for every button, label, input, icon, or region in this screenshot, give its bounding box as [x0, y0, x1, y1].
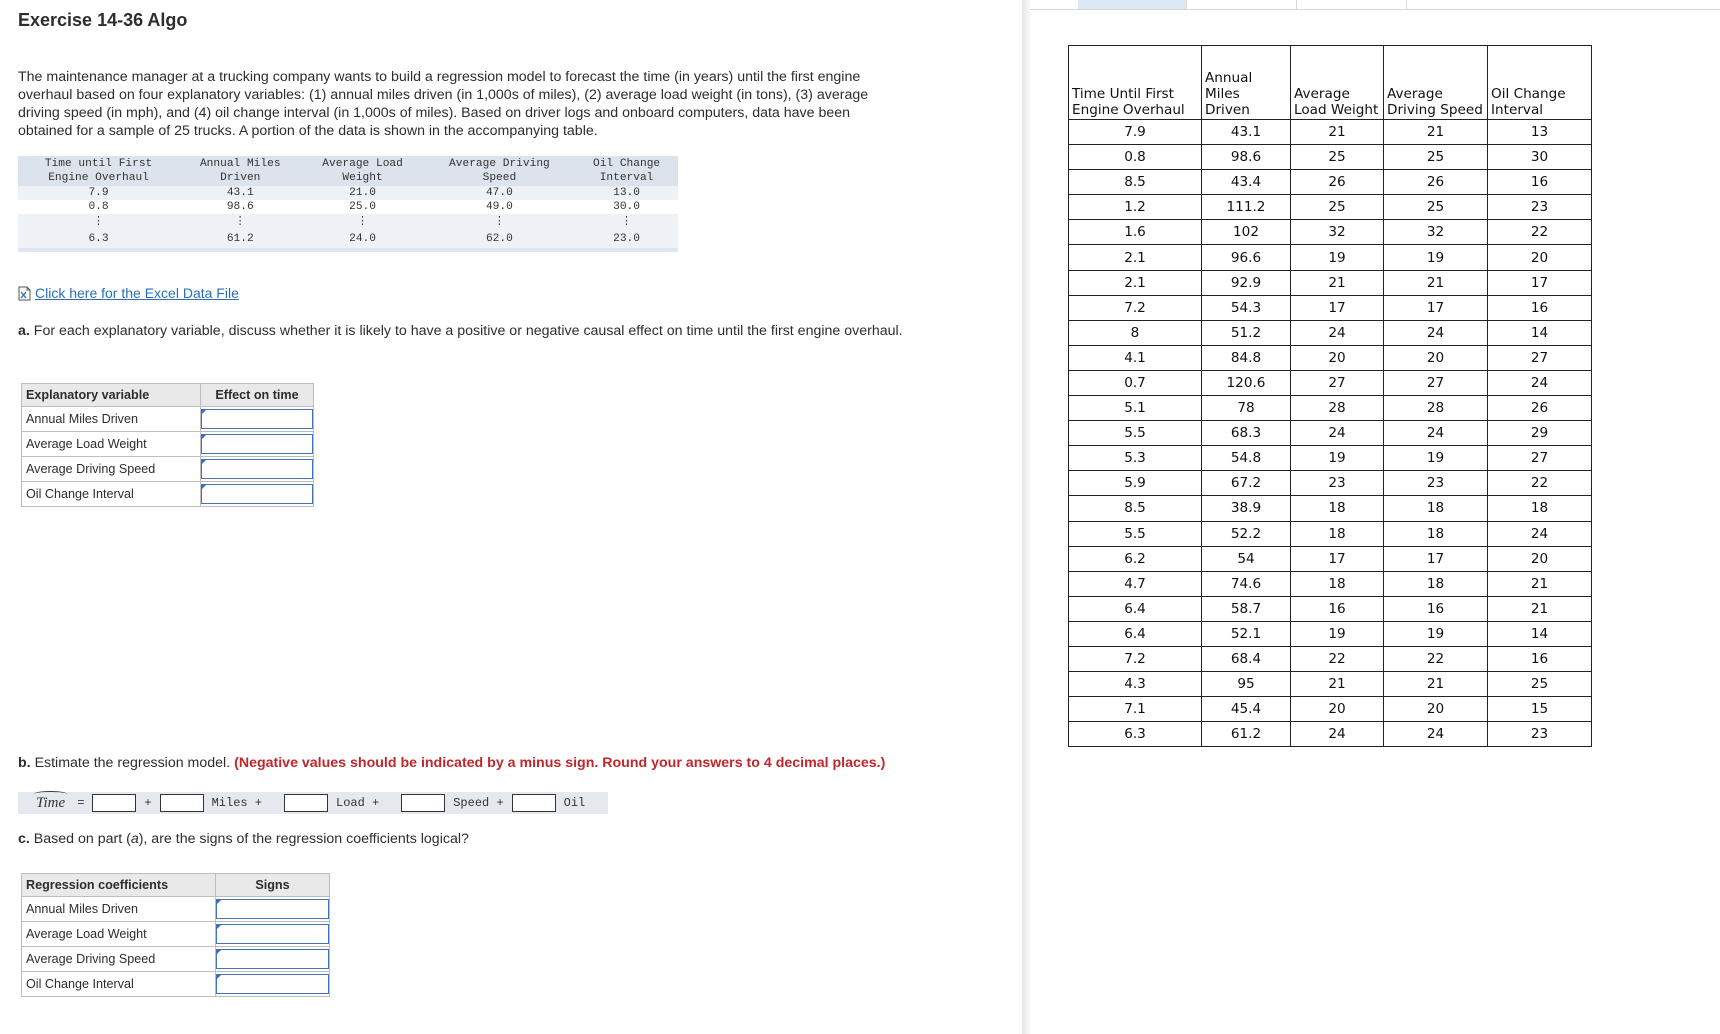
part-a-table [21, 383, 314, 507]
preview-header: Annual Miles Driven [179, 156, 301, 186]
grid-cell[interactable]: 18 [1291, 521, 1384, 546]
grid-cell[interactable]: 23 [1488, 195, 1592, 220]
sheet-tab-bar [1030, 0, 1720, 10]
signs-select-miles[interactable] [216, 897, 330, 922]
grid-cell[interactable]: 45.4 [1202, 697, 1291, 722]
part-c-table [21, 873, 330, 997]
grid-cell[interactable]: 16 [1384, 596, 1488, 621]
preview-row [18, 186, 678, 200]
sheet-tab[interactable] [1186, 0, 1297, 9]
grid-row [1069, 672, 1592, 697]
grid-cell[interactable]: 21 [1488, 571, 1592, 596]
preview-cell: 49.0 [424, 200, 575, 214]
grid-cell[interactable]: 17 [1291, 295, 1384, 320]
grid-cell[interactable]: 24 [1384, 722, 1488, 747]
grid-cell[interactable]: 4.3 [1069, 672, 1202, 697]
table-row [22, 407, 314, 432]
grid-cell[interactable]: 28 [1384, 396, 1488, 421]
preview-cell: 6.3 [18, 230, 179, 250]
dropdown-box[interactable] [216, 899, 329, 919]
oil-term: Oil [563, 796, 586, 810]
grid-cell[interactable]: 74.6 [1202, 571, 1291, 596]
grid-row [1069, 145, 1592, 170]
grid-header: Time Until First Engine Overhaul [1069, 46, 1202, 120]
grid-cell[interactable]: 78 [1202, 396, 1291, 421]
intercept-input[interactable] [92, 794, 136, 812]
grid-row [1069, 471, 1592, 496]
grid-cell[interactable]: 19 [1384, 446, 1488, 471]
grid-cell[interactable]: 24 [1488, 521, 1592, 546]
preview-cell: 13.0 [575, 186, 678, 200]
grid-cell[interactable]: 20 [1488, 245, 1592, 270]
grid-row [1069, 421, 1592, 446]
grid-cell[interactable]: 23 [1384, 471, 1488, 496]
grid-cell[interactable]: 27 [1488, 446, 1592, 471]
grid-cell[interactable]: 7.9 [1069, 120, 1202, 145]
grid-cell[interactable]: 16 [1488, 646, 1592, 671]
table-row [22, 972, 330, 997]
regression-equation [18, 792, 608, 814]
effect-select-load[interactable] [201, 432, 314, 457]
grid-cell[interactable]: 5.9 [1069, 471, 1202, 496]
grid-cell[interactable]: 21 [1291, 120, 1384, 145]
preview-cell: 62.0 [424, 230, 575, 250]
dropdown-box[interactable] [201, 484, 313, 504]
grid-cell[interactable]: 16 [1488, 295, 1592, 320]
grid-cell[interactable]: 22 [1488, 471, 1592, 496]
grid-cell[interactable]: 51.2 [1202, 320, 1291, 345]
grid-cell[interactable]: 19 [1291, 621, 1384, 646]
table-row [22, 457, 314, 482]
grid-cell[interactable]: 6.4 [1069, 621, 1202, 646]
col-explanatory-variable: Explanatory variable [22, 384, 201, 407]
col-regression-coefficients: Regression coefficients [22, 874, 216, 897]
grid-cell[interactable]: 17 [1384, 546, 1488, 571]
grid-cell[interactable]: 8 [1069, 320, 1202, 345]
grid-cell[interactable]: 20 [1384, 697, 1488, 722]
grid-cell[interactable]: 43.4 [1202, 170, 1291, 195]
grid-cell[interactable]: 22 [1291, 646, 1384, 671]
grid-cell[interactable]: 0.8 [1069, 145, 1202, 170]
dropdown-box[interactable] [216, 949, 329, 969]
load-term: Load + [336, 796, 380, 810]
grid-cell[interactable]: 21 [1291, 270, 1384, 295]
effect-select-speed[interactable] [201, 457, 314, 482]
data-preview-table [18, 156, 678, 252]
grid-cell[interactable]: 27 [1291, 370, 1384, 395]
grid-cell[interactable]: 32 [1291, 220, 1384, 245]
grid-cell[interactable]: 7.2 [1069, 646, 1202, 671]
col-signs: Signs [216, 874, 330, 897]
speed-term: Speed + [453, 796, 504, 810]
table-row [22, 922, 330, 947]
grid-cell[interactable]: 5.5 [1069, 521, 1202, 546]
grid-cell[interactable]: 27 [1384, 370, 1488, 395]
grid-cell[interactable]: 92.9 [1202, 270, 1291, 295]
grid-cell[interactable]: 2.1 [1069, 245, 1202, 270]
preview-header: Time until First Engine Overhaul [18, 156, 179, 186]
grid-cell[interactable]: 19 [1291, 446, 1384, 471]
grid-cell[interactable]: 16 [1488, 170, 1592, 195]
grid-cell[interactable]: 24 [1291, 722, 1384, 747]
grid-cell[interactable]: 6.2 [1069, 546, 1202, 571]
grid-row [1069, 220, 1592, 245]
grid-cell[interactable]: 22 [1488, 220, 1592, 245]
signs-select-speed[interactable] [216, 947, 330, 972]
preview-cell: 24.0 [301, 230, 423, 250]
grid-row [1069, 245, 1592, 270]
grid-cell[interactable]: 30 [1488, 145, 1592, 170]
col-effect-on-time: Effect on time [201, 384, 314, 407]
grid-cell[interactable]: 21 [1384, 270, 1488, 295]
table-row [22, 947, 330, 972]
part-b-text: Estimate the regression model. [34, 755, 231, 771]
grid-cell[interactable]: 7.2 [1069, 295, 1202, 320]
variable-label: Average Driving Speed [22, 457, 201, 482]
part-c-text-post: ), are the signs of the regression coefficients logical? [138, 831, 469, 847]
full-data-grid [1068, 45, 1592, 747]
grid-row [1069, 496, 1592, 521]
part-a-label: a. [18, 323, 30, 339]
grid-row [1069, 270, 1592, 295]
grid-cell[interactable]: 19 [1384, 621, 1488, 646]
grid-cell[interactable]: 16 [1291, 596, 1384, 621]
grid-cell[interactable]: 14 [1488, 621, 1592, 646]
signs-select-load[interactable] [216, 922, 330, 947]
time-hat-label: Time [36, 794, 66, 811]
preview-header: Average Load Weight [301, 156, 423, 186]
miles-term: Miles + [211, 796, 263, 810]
equals-sign: = [77, 796, 85, 810]
coefficient-label: Oil Change Interval [22, 972, 216, 997]
grid-cell[interactable]: 18 [1384, 521, 1488, 546]
grid-cell[interactable]: 52.2 [1202, 521, 1291, 546]
grid-row [1069, 446, 1592, 471]
grid-row [1069, 170, 1592, 195]
exercise-title: Exercise 14-36 Algo [18, 10, 188, 30]
grid-cell[interactable]: 24 [1384, 421, 1488, 446]
grid-cell[interactable]: 25 [1384, 195, 1488, 220]
grid-row [1069, 370, 1592, 395]
grid-cell[interactable]: 5.5 [1069, 421, 1202, 446]
grid-cell[interactable]: 26 [1384, 170, 1488, 195]
grid-row [1069, 521, 1592, 546]
speed-coef-input[interactable] [401, 794, 445, 812]
grid-cell[interactable]: 4.7 [1069, 571, 1202, 596]
preview-cell: ⋮ [18, 214, 179, 230]
grid-cell[interactable]: 25 [1384, 145, 1488, 170]
miles-coef-input[interactable] [160, 794, 204, 812]
excel-data-panel [1030, 0, 1720, 1034]
grid-cell[interactable]: 102 [1202, 220, 1291, 245]
grid-cell[interactable]: 52.1 [1202, 621, 1291, 646]
part-a-text: For each explanatory variable, discuss whether it is likely to have a positive or negative causal effect on time until the first engine overhaul. [33, 323, 903, 339]
variable-label: Average Load Weight [22, 432, 201, 457]
grid-cell[interactable]: 18 [1291, 496, 1384, 521]
grid-cell[interactable]: 25 [1291, 195, 1384, 220]
signs-select-oil[interactable] [216, 972, 330, 997]
preview-cell: ⋮ [301, 214, 423, 230]
grid-cell[interactable]: 18 [1384, 571, 1488, 596]
grid-cell[interactable]: 7.1 [1069, 697, 1202, 722]
grid-header: Oil Change Interval [1488, 46, 1592, 120]
grid-header: Annual Miles Driven [1202, 46, 1291, 120]
grid-cell[interactable]: 23 [1488, 722, 1592, 747]
dropdown-box[interactable] [201, 459, 313, 479]
preview-cell: 98.6 [179, 200, 301, 214]
grid-cell[interactable]: 61.2 [1202, 722, 1291, 747]
grid-cell[interactable]: 20 [1291, 345, 1384, 370]
oil-coef-input[interactable] [512, 794, 556, 812]
grid-row [1069, 697, 1592, 722]
grid-cell[interactable]: 54.3 [1202, 295, 1291, 320]
grid-cell[interactable]: 25 [1291, 145, 1384, 170]
grid-cell[interactable]: 67.2 [1202, 471, 1291, 496]
coefficient-label: Average Driving Speed [22, 947, 216, 972]
grid-cell[interactable]: 54.8 [1202, 446, 1291, 471]
preview-cell: 23.0 [575, 230, 678, 250]
dropdown-box[interactable] [216, 924, 329, 944]
effect-select-miles[interactable] [201, 407, 314, 432]
preview-cell: 47.0 [424, 186, 575, 200]
table-row [22, 482, 314, 507]
grid-cell[interactable]: 5.1 [1069, 396, 1202, 421]
grid-cell[interactable]: 18 [1488, 496, 1592, 521]
grid-cell[interactable]: 20 [1488, 546, 1592, 571]
excel-data-link[interactable] [18, 285, 239, 301]
preview-cell: 61.2 [179, 230, 301, 250]
grid-cell[interactable]: 29 [1488, 421, 1592, 446]
part-b-label: b. [18, 755, 31, 771]
dropdown-box[interactable] [201, 434, 313, 454]
grid-cell[interactable]: 13 [1488, 120, 1592, 145]
preview-cell: 25.0 [301, 200, 423, 214]
grid-cell[interactable]: 95 [1202, 672, 1291, 697]
grid-row [1069, 571, 1592, 596]
grid-cell[interactable]: 28 [1291, 396, 1384, 421]
part-a-prompt [18, 322, 938, 340]
grid-cell[interactable]: 38.9 [1202, 496, 1291, 521]
grid-cell[interactable]: 17 [1291, 546, 1384, 571]
grid-cell[interactable]: 27 [1488, 345, 1592, 370]
grid-cell[interactable]: 120.6 [1202, 370, 1291, 395]
grid-cell[interactable]: 24 [1291, 320, 1384, 345]
grid-cell[interactable]: 8.5 [1069, 496, 1202, 521]
grid-cell[interactable]: 18 [1384, 496, 1488, 521]
intro-paragraph: The maintenance manager at a trucking company wants to build a regression model to forecast the time (in years) until the first engine overhaul based on four explanatory variables: (1) annual miles driven (in 1,000s of miles), (2) average load weight (in tons), (3) average driving speed (in mph), and (4) oil change interval (in 1,000s of miles). Based on driver logs and onboard computers, data have been obtained for a sample of 25 trucks. A portion of the data is shown in the accompanying table. [18, 69, 869, 139]
variable-label: Annual Miles Driven [22, 407, 201, 432]
preview-cell: ⋮ [575, 214, 678, 230]
sheet-tab[interactable] [1296, 0, 1407, 9]
grid-cell[interactable]: 21 [1384, 672, 1488, 697]
grid-cell[interactable]: 21 [1488, 596, 1592, 621]
grid-cell[interactable]: 20 [1384, 345, 1488, 370]
grid-cell[interactable]: 8.5 [1069, 170, 1202, 195]
coefficient-label: Average Load Weight [22, 922, 216, 947]
grid-cell[interactable]: 1.6 [1069, 220, 1202, 245]
grid-row [1069, 396, 1592, 421]
sheet-tab-active[interactable] [1078, 0, 1187, 9]
effect-select-oil[interactable] [201, 482, 314, 507]
preview-header: Average Driving Speed [424, 156, 575, 186]
excel-link-text[interactable]: Click here for the Excel Data File [35, 285, 239, 301]
preview-row [18, 230, 678, 250]
grid-cell[interactable]: 24 [1488, 370, 1592, 395]
part-c-prompt [18, 830, 918, 848]
part-c-label: c. [18, 831, 30, 847]
grid-cell[interactable]: 19 [1384, 245, 1488, 270]
sheet-tab[interactable] [1030, 0, 1079, 9]
preview-row [18, 200, 678, 214]
grid-header: Average Load Weight [1291, 46, 1384, 120]
grid-cell[interactable]: 26 [1488, 396, 1592, 421]
grid-cell[interactable]: 54 [1202, 546, 1291, 571]
grid-cell[interactable]: 17 [1488, 270, 1592, 295]
coefficient-label: Annual Miles Driven [22, 897, 216, 922]
grid-row [1069, 295, 1592, 320]
grid-cell[interactable]: 24 [1291, 421, 1384, 446]
grid-cell[interactable]: 32 [1384, 220, 1488, 245]
grid-cell[interactable]: 21 [1384, 120, 1488, 145]
grid-cell[interactable]: 6.3 [1069, 722, 1202, 747]
grid-cell[interactable]: 19 [1291, 245, 1384, 270]
preview-row [18, 214, 678, 230]
grid-cell[interactable]: 15 [1488, 697, 1592, 722]
preview-cell: 7.9 [18, 186, 179, 200]
dropdown-box[interactable] [201, 409, 313, 429]
grid-cell[interactable]: 58.7 [1202, 596, 1291, 621]
preview-cell: ⋮ [179, 214, 301, 230]
grid-cell[interactable]: 4.1 [1069, 345, 1202, 370]
grid-cell[interactable]: 2.1 [1069, 270, 1202, 295]
dropdown-box[interactable] [216, 974, 329, 994]
part-b-note: (Negative values should be indicated by a minus sign. Round your answers to 4 decimal places.) [234, 755, 886, 771]
grid-header: Average Driving Speed [1384, 46, 1488, 120]
grid-cell[interactable]: 25 [1488, 672, 1592, 697]
part-b-prompt [18, 754, 998, 772]
preview-bottom-bar [18, 250, 678, 252]
grid-cell[interactable]: 6.4 [1069, 596, 1202, 621]
grid-cell[interactable]: 0.7 [1069, 370, 1202, 395]
preview-cell: 21.0 [301, 186, 423, 200]
grid-cell[interactable]: 22 [1384, 646, 1488, 671]
grid-cell[interactable]: 23 [1291, 471, 1384, 496]
grid-row [1069, 120, 1592, 145]
preview-cell: 0.8 [18, 200, 179, 214]
grid-cell[interactable]: 111.2 [1202, 195, 1291, 220]
grid-cell[interactable]: 68.4 [1202, 646, 1291, 671]
grid-row [1069, 621, 1592, 646]
part-c-text-pre: Based on part ( [33, 831, 131, 847]
grid-body [1069, 120, 1592, 747]
plus-sign: + [144, 796, 152, 810]
variable-label: Oil Change Interval [22, 482, 201, 507]
grid-row [1069, 195, 1592, 220]
grid-row [1069, 345, 1592, 370]
part-c-ref: a [130, 831, 139, 847]
preview-cell: ⋮ [424, 214, 575, 230]
grid-row [1069, 320, 1592, 345]
grid-row [1069, 546, 1592, 571]
grid-cell[interactable]: 21 [1291, 672, 1384, 697]
table-row [22, 432, 314, 457]
grid-row [1069, 596, 1592, 621]
grid-cell[interactable]: 96.6 [1202, 245, 1291, 270]
grid-cell[interactable]: 43.1 [1202, 120, 1291, 145]
preview-cell: 43.1 [179, 186, 301, 200]
load-coef-input[interactable] [284, 794, 328, 812]
excel-file-icon [18, 286, 32, 301]
grid-cell[interactable]: 17 [1384, 295, 1488, 320]
grid-cell[interactable]: 98.6 [1202, 145, 1291, 170]
grid-cell[interactable]: 5.3 [1069, 446, 1202, 471]
preview-cell: 30.0 [575, 200, 678, 214]
grid-cell[interactable]: 84.8 [1202, 345, 1291, 370]
grid-cell[interactable]: 18 [1291, 571, 1384, 596]
preview-header: Oil Change Interval [575, 156, 678, 186]
table-row [22, 897, 330, 922]
grid-cell[interactable]: 68.3 [1202, 421, 1291, 446]
grid-row [1069, 646, 1592, 671]
grid-cell[interactable]: 20 [1291, 697, 1384, 722]
grid-cell[interactable]: 24 [1384, 320, 1488, 345]
grid-cell[interactable]: 14 [1488, 320, 1592, 345]
grid-row [1069, 722, 1592, 747]
grid-cell[interactable]: 26 [1291, 170, 1384, 195]
grid-cell[interactable]: 1.2 [1069, 195, 1202, 220]
